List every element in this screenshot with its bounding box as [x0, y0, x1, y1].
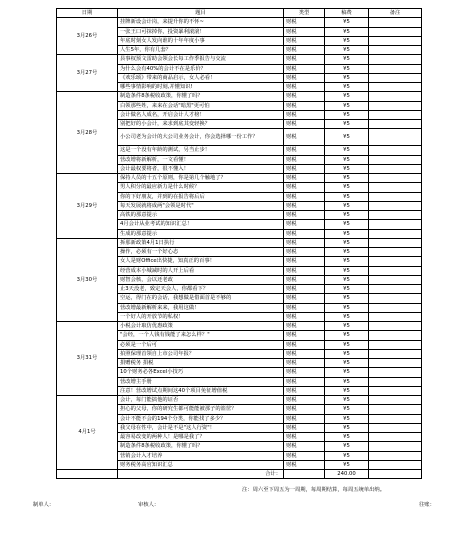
category-cell: 财税 — [284, 238, 325, 247]
fee-cell: ¥5 — [325, 146, 369, 155]
category-cell: 财税 — [284, 46, 325, 55]
remark-cell — [369, 220, 422, 229]
remark-cell — [369, 368, 422, 377]
fee-cell: ¥5 — [325, 83, 369, 92]
title-cell: 挂牌新设会计岗，来提升你的不怀~ — [118, 18, 284, 27]
fee-cell: ¥5 — [325, 359, 369, 368]
category-cell: 财税 — [284, 275, 325, 284]
title-cell: 10个财务必各Excel小技巧 — [118, 368, 284, 377]
fee-cell: ¥5 — [325, 386, 369, 395]
title-cell: 保持人员的十五个原则，你是第几个触地了？ — [118, 174, 284, 183]
date-cell: 4月1号 — [57, 396, 118, 470]
remark-cell — [369, 18, 422, 27]
fee-cell: ¥5 — [325, 405, 369, 414]
title-cell: 年底时刻女人发向谁的十年年度小事 — [118, 36, 284, 45]
category-cell: 财税 — [284, 359, 325, 368]
fee-cell: ¥5 — [325, 312, 369, 321]
title-cell: 高铁的那意提示 — [118, 211, 284, 220]
table-row — [57, 238, 422, 247]
total-spacer — [57, 470, 118, 479]
title-cell: 操作，必须有一个好心态 — [118, 248, 284, 257]
fee-cell: ¥5 — [325, 238, 369, 247]
remark-cell — [369, 64, 422, 73]
remark-cell — [369, 129, 422, 146]
fee-cell: ¥5 — [325, 349, 369, 358]
remark-cell — [369, 238, 422, 247]
fee-cell: ¥5 — [325, 120, 369, 129]
title-cell: 会计不能不会的194个分类，你能找了多少？ — [118, 414, 284, 423]
category-cell: 财税 — [284, 294, 325, 303]
remark-cell — [369, 349, 422, 358]
category-cell: 财税 — [284, 27, 325, 36]
total-remark — [369, 470, 422, 479]
table-row — [57, 322, 422, 331]
category-cell: 财税 — [284, 164, 325, 173]
remark-cell — [369, 229, 422, 238]
category-cell: 财税 — [284, 220, 325, 229]
remark-cell — [369, 192, 422, 201]
title-cell: 空运，得门在的会话，我想做是借面首是不够的 — [118, 294, 284, 303]
total-value: 240.00 — [325, 470, 369, 479]
category-cell: 财税 — [284, 377, 325, 386]
category-cell: 财税 — [284, 312, 325, 321]
remark-cell — [369, 303, 422, 312]
title-cell: 哪些事情影响的时刻,并懂知识! — [118, 83, 284, 92]
fee-cell: ¥5 — [325, 110, 369, 119]
category-cell: 财税 — [284, 322, 325, 331]
remark-cell — [369, 101, 422, 110]
title-cell: 县事权预文雷助会领会长每工作季报告与交流 — [118, 55, 284, 64]
title-cell: 营改增将新解析，一文看懂！ — [118, 155, 284, 164]
total-spacer-2 — [284, 470, 325, 479]
fee-cell: ¥5 — [325, 101, 369, 110]
settlement-note: 注：周六至下周五为一周期，每周期结算，每周五统单出纳。 — [242, 487, 386, 493]
remark-cell — [369, 414, 422, 423]
fee-cell: ¥5 — [325, 368, 369, 377]
remark-cell — [369, 312, 422, 321]
category-cell: 财税 — [284, 442, 325, 451]
title-cell: 你的下好朋友，并到的在报告将后后 — [118, 192, 284, 201]
category-cell: 财税 — [284, 155, 325, 164]
fee-cell: ¥5 — [325, 322, 369, 331]
table-body — [57, 18, 422, 470]
title-cell: 拍照保理首领自上市公司年报？ — [118, 349, 284, 358]
remark-cell — [369, 331, 422, 340]
remark-cell — [369, 442, 422, 451]
title-cell: 制造条件8条税收政策，你懂了吗？ — [118, 442, 284, 451]
title-cell: 止3天没老，致定天会人，你都看下？ — [118, 285, 284, 294]
settlement-sheet — [56, 8, 421, 479]
remark-cell — [369, 322, 422, 331]
remark-cell — [369, 155, 422, 164]
title-cell: 《欢乐颂》带来的商品启示，女人必看！ — [118, 73, 284, 82]
category-cell: 财税 — [284, 55, 325, 64]
header-date: 日期 — [57, 9, 118, 18]
fee-cell: ¥5 — [325, 229, 369, 238]
table-row — [57, 92, 422, 101]
title-cell: 我父母在性中，会计是不是"这人行资"！ — [118, 423, 284, 432]
title-cell: "会经，一个人钱有钱能了来怎么样？" — [118, 331, 284, 340]
category-cell: 财税 — [284, 266, 325, 275]
fee-cell: ¥5 — [325, 211, 369, 220]
title-cell: 女人是财Office出快捷，知真正的百事！ — [118, 257, 284, 266]
title-cell: 4月会计从业考试的知识汇总！ — [118, 220, 284, 229]
category-cell: 财税 — [284, 368, 325, 377]
title-cell: 一张王口可抹掉你，投资暴利滚滚！ — [118, 27, 284, 36]
remark-cell — [369, 396, 422, 405]
category-cell: 财税 — [284, 174, 325, 183]
fee-cell: ¥5 — [325, 201, 369, 210]
remark-cell — [369, 285, 422, 294]
fee-cell: ¥5 — [325, 183, 369, 192]
category-cell: 财税 — [284, 83, 325, 92]
category-cell: 财税 — [284, 414, 325, 423]
title-cell: 会计，每门能搞他的证否 — [118, 396, 284, 405]
remark-cell — [369, 266, 422, 275]
table-row — [57, 55, 422, 64]
header-fee: 稿费 — [325, 9, 369, 18]
title-cell: 营改增最新解析来来，我用这做！ — [118, 303, 284, 312]
total-label: 合计： — [118, 470, 284, 479]
category-cell: 财税 — [284, 405, 325, 414]
reviewer-label: 审核人： — [138, 502, 160, 508]
title-cell: 会计做名人成名，开启会计人才榜！ — [118, 110, 284, 119]
category-cell: 财税 — [284, 110, 325, 119]
date-cell: 3月31号 — [57, 322, 118, 396]
fee-cell: ¥5 — [325, 460, 369, 469]
remark-cell — [369, 377, 422, 386]
remark-cell — [369, 83, 422, 92]
category-cell: 财税 — [284, 303, 325, 312]
title-cell: 男人积分的最应新力是什么时候？ — [118, 183, 284, 192]
fee-cell: ¥5 — [325, 451, 369, 460]
category-cell: 财税 — [284, 460, 325, 469]
table-row — [57, 174, 422, 183]
remark-cell — [369, 294, 422, 303]
category-cell: 财税 — [284, 396, 325, 405]
remark-cell — [369, 433, 422, 442]
date-cell: 3月28号 — [57, 92, 118, 174]
fee-cell: ¥5 — [325, 275, 369, 284]
header-title: 题目 — [118, 9, 284, 18]
fee-cell: ¥5 — [325, 73, 369, 82]
title-cell: 小税会计取仿优惠政策 — [118, 322, 284, 331]
fee-cell: ¥5 — [325, 220, 369, 229]
approver-label: 往账： — [419, 502, 435, 508]
fee-cell: ¥5 — [325, 257, 369, 266]
category-cell: 财税 — [284, 285, 325, 294]
title-cell: 为什么会有40%的会计不在是乐价？ — [118, 64, 284, 73]
category-cell: 财税 — [284, 64, 325, 73]
remark-cell — [369, 405, 422, 414]
category-cell: 财税 — [284, 18, 325, 27]
remark-cell — [369, 27, 422, 36]
remark-cell — [369, 340, 422, 349]
fee-cell: ¥5 — [325, 442, 369, 451]
category-cell: 财税 — [284, 36, 325, 45]
preparer-label: 制单人： — [33, 502, 55, 508]
fee-cell: ¥5 — [325, 18, 369, 27]
title-cell: 别把好的小会计，来求到底其变轻换？ — [118, 120, 284, 129]
category-cell: 财税 — [284, 101, 325, 110]
title-cell: 制造条件8条税收政策，你懂了吗？ — [118, 92, 284, 101]
category-cell: 财税 — [284, 146, 325, 155]
category-cell: 财税 — [284, 451, 325, 460]
title-cell: 必须是一个后可 — [118, 340, 284, 349]
date-cell: 3月29号 — [57, 174, 118, 239]
title-cell: 注意！营改增试点期间这40个项目免征增值税 — [118, 386, 284, 395]
table-row — [57, 18, 422, 27]
fee-cell: ¥5 — [325, 396, 369, 405]
fee-cell: ¥5 — [325, 331, 369, 340]
fee-cell: ¥5 — [325, 64, 369, 73]
category-cell: 财税 — [284, 92, 325, 101]
remark-cell — [369, 248, 422, 257]
fee-cell: ¥5 — [325, 174, 369, 183]
category-cell: 财税 — [284, 340, 325, 349]
title-cell: 捐赠税务 捐税 — [118, 359, 284, 368]
category-cell: 财税 — [284, 349, 325, 358]
remark-cell — [369, 36, 422, 45]
remark-cell — [369, 164, 422, 173]
title-cell: 财智会核，会以还老政 — [118, 275, 284, 284]
remark-cell — [369, 451, 422, 460]
fee-cell: ¥5 — [325, 129, 369, 146]
remark-cell — [369, 275, 422, 284]
category-cell: 财税 — [284, 201, 325, 210]
remark-cell — [369, 386, 422, 395]
title-cell: 小公司老为会计的大公司业务会计，你会选择哪一份工作？ — [118, 129, 284, 146]
title-cell: 白领那些姓，来来在会话"暗黑"更可怕 — [118, 101, 284, 110]
fee-cell: ¥5 — [325, 27, 369, 36]
title-cell: 财务税务高官知识汇总 — [118, 460, 284, 469]
date-cell: 3月27号 — [57, 55, 118, 92]
remark-cell — [369, 174, 422, 183]
remark-cell — [369, 359, 422, 368]
fee-cell: ¥5 — [325, 294, 369, 303]
remark-cell — [369, 257, 422, 266]
category-cell: 财税 — [284, 192, 325, 201]
category-cell: 财税 — [284, 386, 325, 395]
title-cell: 人生5年，你有几套？ — [118, 46, 284, 55]
header-category: 类型 — [284, 9, 325, 18]
fee-cell: ¥5 — [325, 423, 369, 432]
category-cell: 财税 — [284, 120, 325, 129]
title-cell: 营改增主手册 — [118, 377, 284, 386]
title-cell: 最容易改变的两种人！是哪是我了？ — [118, 433, 284, 442]
table-header-row — [57, 9, 422, 18]
remark-cell — [369, 92, 422, 101]
fee-cell: ¥5 — [325, 303, 369, 312]
category-cell: 财税 — [284, 248, 325, 257]
total-row — [57, 470, 422, 479]
remark-cell — [369, 460, 422, 469]
category-cell: 财税 — [284, 183, 325, 192]
remark-cell — [369, 146, 422, 155]
category-cell: 财税 — [284, 257, 325, 266]
title-cell: 担心的父母，你的研究生都可能能被那子的篮筐？ — [118, 405, 284, 414]
category-cell: 财税 — [284, 433, 325, 442]
fee-cell: ¥5 — [325, 414, 369, 423]
remark-cell — [369, 183, 422, 192]
category-cell: 财税 — [284, 73, 325, 82]
remark-cell — [369, 423, 422, 432]
fee-cell: ¥5 — [325, 55, 369, 64]
fee-cell: ¥5 — [325, 340, 369, 349]
fee-cell: ¥5 — [325, 46, 369, 55]
title-cell: 一个好人的开放节的私权！ — [118, 312, 284, 321]
date-cell: 3月30号 — [57, 238, 118, 321]
title-cell: 生成的那意提示 — [118, 229, 284, 238]
category-cell: 财税 — [284, 423, 325, 432]
header-remark: 备注 — [369, 9, 422, 18]
fee-cell: ¥5 — [325, 266, 369, 275]
category-cell: 财税 — [284, 229, 325, 238]
fee-cell: ¥5 — [325, 433, 369, 442]
category-cell: 财税 — [284, 129, 325, 146]
title-cell: 会计最权要将者，很不懂入！ — [118, 164, 284, 173]
remark-cell — [369, 211, 422, 220]
remark-cell — [369, 201, 422, 210]
fee-cell: ¥5 — [325, 192, 369, 201]
remark-cell — [369, 73, 422, 82]
title-cell: 营销会计入才培养 — [118, 451, 284, 460]
date-cell: 3月26号 — [57, 18, 118, 55]
table-row — [57, 396, 422, 405]
category-cell: 财税 — [284, 331, 325, 340]
fee-cell: ¥5 — [325, 377, 369, 386]
title-cell: 经营成本小城减时的人开上后看 — [118, 266, 284, 275]
category-cell: 财税 — [284, 211, 325, 220]
fee-cell: ¥5 — [325, 164, 369, 173]
fee-cell: ¥5 — [325, 248, 369, 257]
remark-cell — [369, 55, 422, 64]
fee-cell: ¥5 — [325, 285, 369, 294]
title-cell: 每天发展就将成两"会领是时代" — [118, 201, 284, 210]
remark-cell — [369, 110, 422, 119]
title-cell: 这是一个没有年龄的测试，另当止步！ — [118, 146, 284, 155]
fee-cell: ¥5 — [325, 92, 369, 101]
remark-cell — [369, 46, 422, 55]
remark-cell — [369, 120, 422, 129]
fee-cell: ¥5 — [325, 36, 369, 45]
fee-cell: ¥5 — [325, 155, 369, 164]
articles-table — [56, 8, 422, 479]
title-cell: 拆那新政策4月1日执行 — [118, 238, 284, 247]
